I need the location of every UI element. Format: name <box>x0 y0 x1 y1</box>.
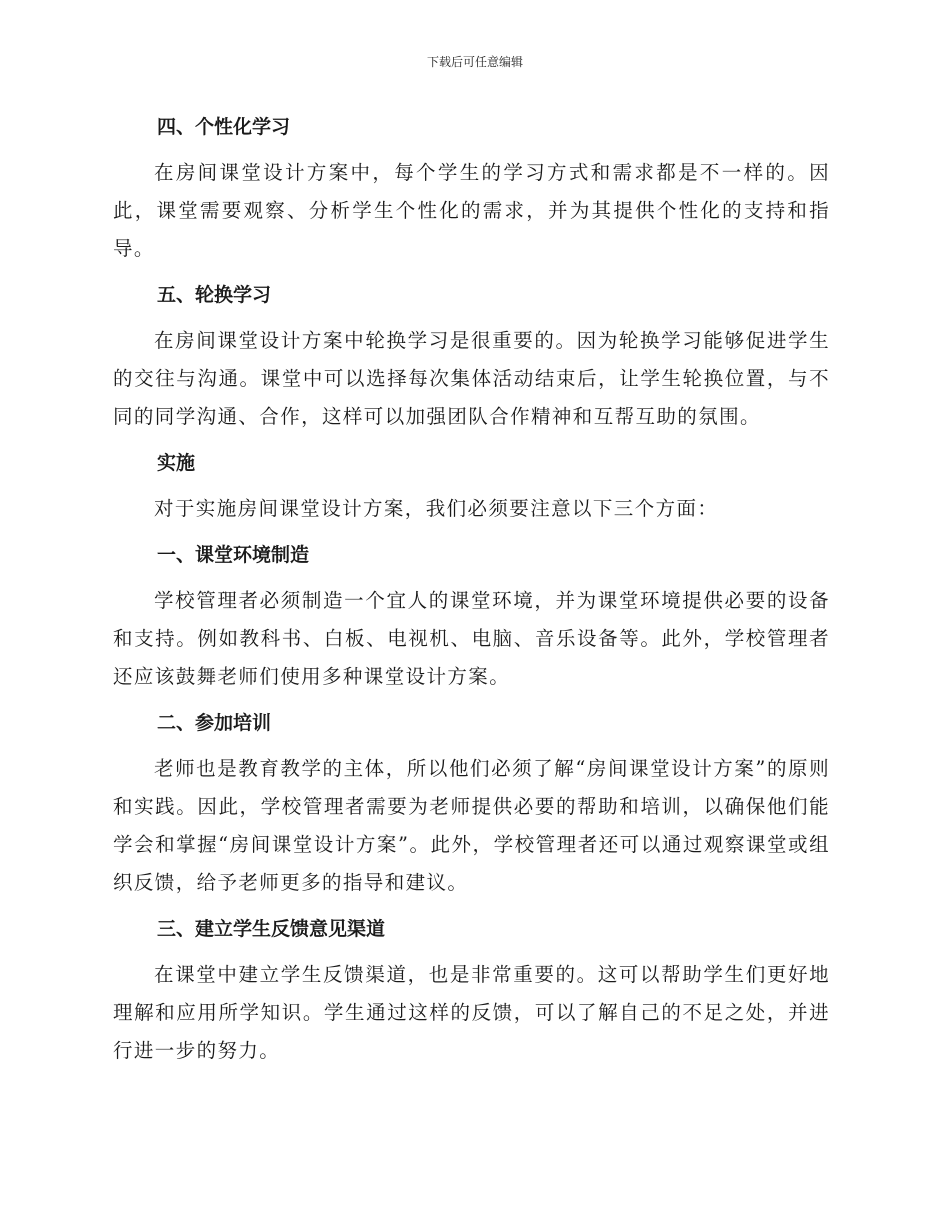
section-heading-feedback-channel: 三、建立学生反馈意见渠道 <box>157 918 386 940</box>
paragraph-feedback-channel: 在课堂中建立学生反馈渠道，也是非常重要的。这可以帮助学生们更好地理解和应用所学知识。学生通过这样的反馈，可以了解自己的不足之处，并进行进一步的努力。 <box>113 963 830 1062</box>
section-heading-classroom-environment: 一、课堂环境制造 <box>157 544 310 566</box>
paragraph-implementation-intro: 对于实施房间课堂设计方案，我们必须要注意以下三个方面： <box>154 497 719 520</box>
section-heading-implementation: 实施 <box>157 452 196 474</box>
paragraph-personalized-learning: 在房间课堂设计方案中，每个学生的学习方式和需求都是不一样的。因此，课堂需要观察、分析学生个性化的需求，并为其提供个性化的支持和指导。 <box>113 161 830 260</box>
paragraph-training: 老师也是教育教学的主体，所以他们必须了解“房间课堂设计方案”的原则和实践。因此，学校管理者需要为老师提供必要的帮助和培训，以确保他们能学会和掌握“房间课堂设计方案”。此外，学校管理者还可以通过观察课堂或组织反馈，给予老师更多的指导和建议。 <box>113 757 830 894</box>
section-heading-training: 二、参加培训 <box>157 712 272 734</box>
section-heading-rotation-learning: 五、轮换学习 <box>157 284 272 306</box>
document-body <box>113 108 830 1078</box>
page-header: 下载后可任意编辑 <box>426 55 523 69</box>
paragraph-classroom-environment: 学校管理者必须制造一个宜人的课堂环境，并为课堂环境提供必要的设备和支持。例如教科书、白板、电视机、电脑、音乐设备等。此外，学校管理者还应该鼓舞老师们使用多种课堂设计方案。 <box>113 589 830 688</box>
section-heading-personalized-learning: 四、个性化学习 <box>157 116 291 138</box>
paragraph-rotation-learning: 在房间课堂设计方案中轮换学习是很重要的。因为轮换学习能够促进学生的交往与沟通。课堂中可以选择每次集体活动结束后，让学生轮换位置，与不同的同学沟通、合作，这样可以加强团队合作精神和互帮互助的氛围。 <box>113 329 830 428</box>
